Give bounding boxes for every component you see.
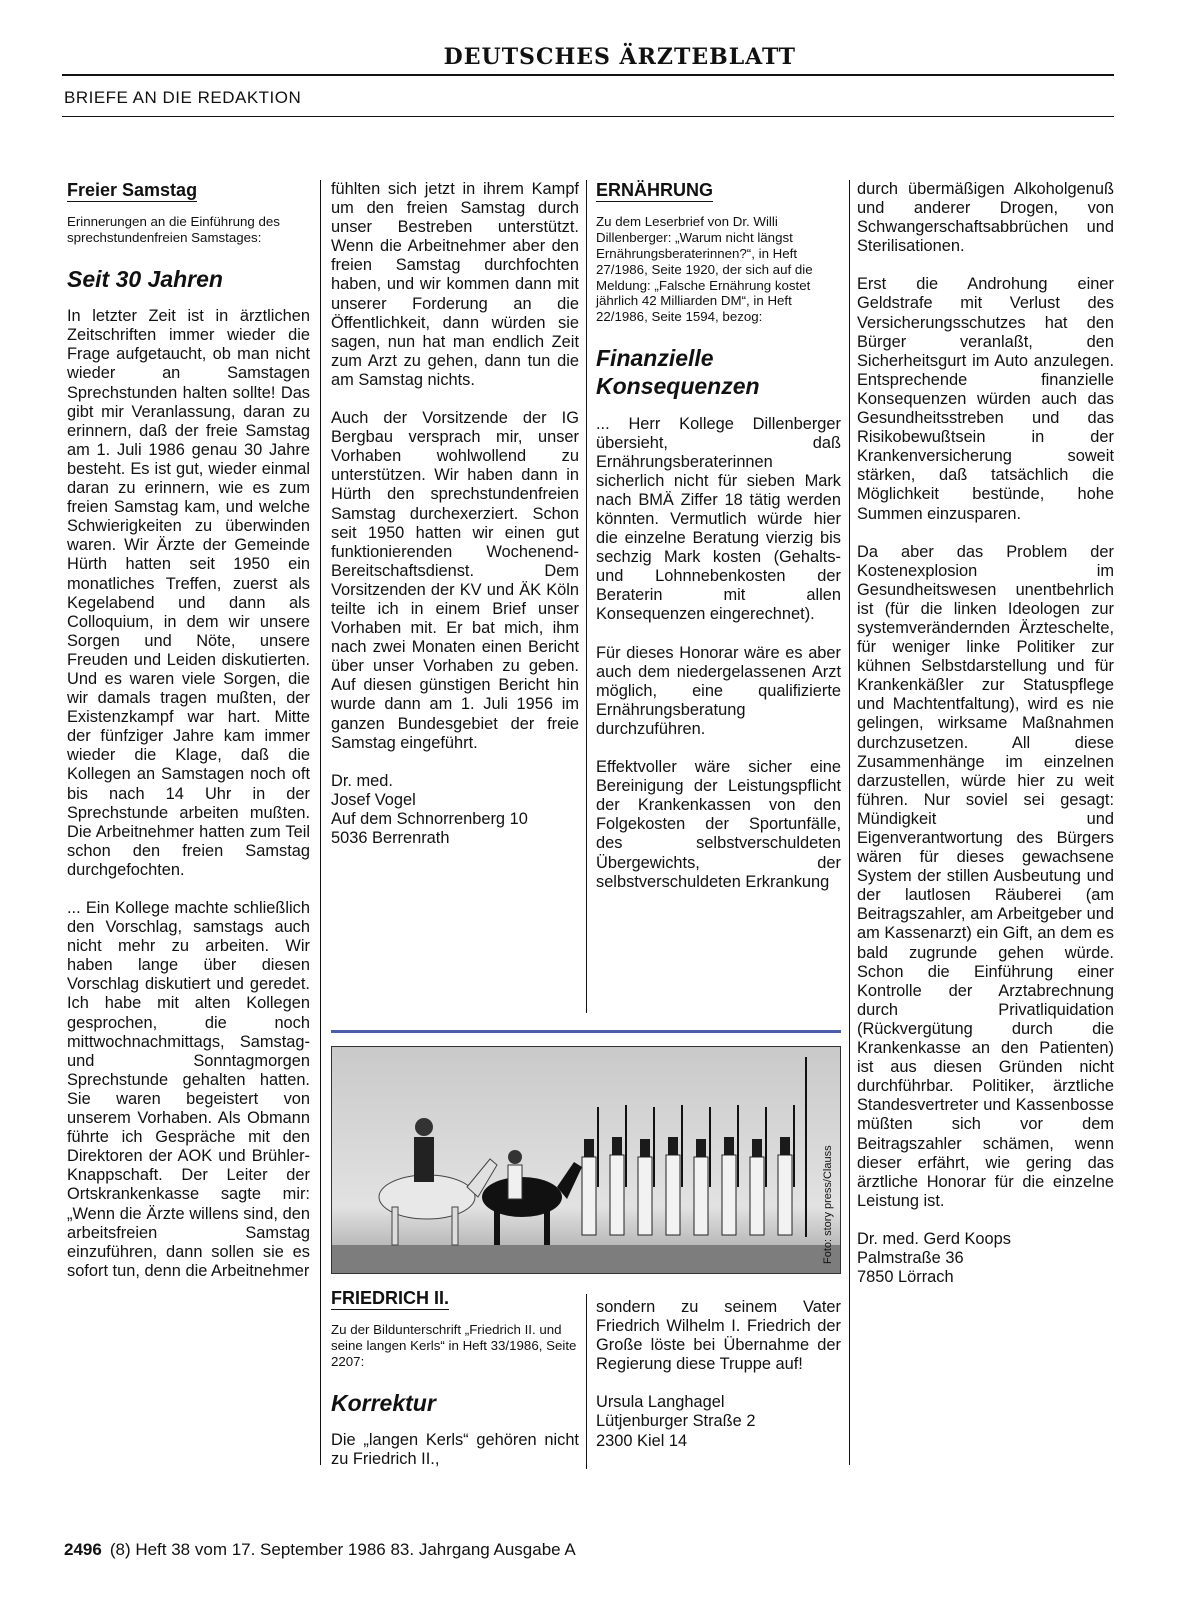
letter-paragraph: ... Ein Kollege machte schließlich den Vorschlag, samstags auch nicht mehr zu arbeiten. Wir haben lange über diesen Vorschlag diskutiert und geredet. Ich habe mit alten Kollegen gesprochen, die noch mittwochnachmittags, Samstag- und Sonntagmorgen Sprechstunde gehalten hatten. Sie waren begeistert von unserem Vorhaben. Als Obmann führte ich Gespräche mit den Direktoren der AOK und Brühler-Knappschaft. Der Leiter der Ortskrankenkasse sagte mir: „Wenn die Ärzte willens sind, den arbeitsfreien Samstag einzuführen, dann sollen sie es sofort tun, denn die Arbeitnehmer: [67, 899, 310, 1280]
signature-koops: Dr. med. Gerd Koops Palmstraße 36 7850 Lörrach: [857, 1229, 1011, 1287]
section-label: BRIEFE AN DIE REDAKTION: [64, 88, 302, 107]
blue-divider: [331, 1030, 841, 1033]
letter-paragraph: ... Herr Kollege Dillenberger übersieht, daß Ernährungsberaterinnen sicherlich nicht für sieben Mark nach BMÄ Ziffer 18 tätig werden könnten. Vermutlich würde hier die einzelne Beratung vierzig bis sechzig Mark kosten (Gehalts- und Lohnnebenkosten der Beraterin mit allen Konsequenzen eingerechnet).: [596, 414, 841, 624]
letter-paragraph: Für dieses Honorar wäre es aber auch dem niedergelassenen Arzt möglich, eine qualifizierte Ernährungsberatung durchzuführen.: [596, 643, 841, 738]
page-footer: [64, 1540, 576, 1560]
column-rule: [586, 1294, 587, 1469]
column-4: [857, 180, 1114, 1287]
signature-langhagel: Ursula Langhagel Lütjenburger Straße 2 2300 Kiel 14: [596, 1393, 756, 1450]
intro-friedrich: Zu der Bildunterschrift „Friedrich II. und seine langen Kerls“ in Heft 33/1986, Seite 2207:: [331, 1321, 577, 1369]
letter-paragraph: fühlten sich jetzt in ihrem Kampf um den freien Samstag durch unser Bestreben unterstützt. Wenn die Arbeitnehmer aber den freien Samstag durchfochten haben, und wir kommen dann mit unserer Forderung an die Öffentlichkeit, dann würden sie sagen, nun hat man endlich Zeit zum Arzt zu gehen, dann tun die am Samstag nichts.: [331, 180, 579, 389]
letter-paragraph: durch übermäßigen Alkoholgenuß und anderer Drogen, von Schwangerschaftsabbrüchen und Sterilisationen.: [857, 180, 1114, 256]
letter-paragraph: Da aber das Problem der Kostenexplosion im Gesundheitswesen unentbehrlich ist (für die linken Ideologen zur systemverändernden Ärzteschelte, für weniger linke Politiker zur kühnen Selbstdarstellung und für Krankenkäßler zur Statuspflege und Machtentfaltung), wird es nie gelingen, wirksame Maßnahmen durchzusetzen. All diese Zusammenhänge im einzelnen darzustellen, würde hier zu weit führen. Nur soviel sei gesagt: Mündigkeit und Eigenverantwortung des Bürgers wären für dieses gewachsene System der stillen Ausbeutung und der lautlosen Räuberei (am Beitragszahler, am Arbeitgeber und am Kassenarzt) ein Gift, an dem es bald zugrunde gehen würde. Schon die Einführung einer Kontrolle der Arztabrechnung durch Privatliquidation (Rückvergütung durch die Krankenkasse an den Patienten) ist aus diesen Gründen nicht durchführbar. Politiker, ärztliche Standesvertreter und Kassenbosse müßten sich vor dem Beitragszahler schämen, wenn dieser erfährt, wie gering das ärztliche Honorar für die einzelne Leistung ist.: [857, 542, 1114, 1210]
headline-korrektur: Korrektur: [331, 1389, 436, 1416]
photo-credit: [822, 1068, 836, 1264]
column-1: [67, 180, 310, 1281]
letter-paragraph: sondern zu seinem Vater Friedrich Wilhelm I. Friedrich der Große löste bei Übernahme der Regierung diese Truppe auf!: [596, 1298, 841, 1374]
column-rule: [586, 180, 587, 1013]
topic-ernaehrung: ERNÄHRUNG: [596, 180, 713, 200]
page-number: 2496: [64, 1540, 102, 1559]
photo-langen-kerls: [331, 1046, 841, 1274]
friedrich-letter-column-2: [331, 1288, 579, 1469]
friedrich-letter-column-3: [596, 1298, 841, 1451]
headline-finanzielle-konsequenzen: Finanzielle Konsequenzen: [596, 345, 760, 399]
column-rule: [849, 180, 850, 1465]
column-rule: [320, 180, 321, 1465]
letter-paragraph: Auch der Vorsitzende der IG Bergbau versprach mir, unser Vorhaben wohlwollend zu unterstützen. Wir haben dann in Hürth den sprechstundenfreien Samstag durchexerziert. Schon seit 1950 hatten wir einen gut funktionierenden Wochenend-Bereitschaftsdienst. Dem Vorsitzenden der KV und ÄK Köln teilte ich in einem Brief unser Vorhaben mit. Er bat mich, ihm nach zwei Monaten einen Bericht über unser Vorhaben zu geben. Auf diesen günstigen Bericht hin wurde dann am 1. Juli 1956 im ganzen Bundesgebiet der freie Samstag eingeführt.: [331, 409, 579, 752]
photo-image: [332, 1047, 841, 1274]
header-rule: [62, 116, 1114, 117]
letter-paragraph: Die „langen Kerls“ gehören nicht zu Friedrich II.,: [331, 1431, 579, 1469]
masthead: [62, 44, 1114, 76]
column-3: [596, 180, 841, 892]
masthead-title: DEUTSCHES ÄRZTEBLATT: [443, 44, 796, 70]
intro-ernaehrung: Zu dem Leserbrief von Dr. Willi Dillenberger: „Warum nicht längst Ernährungsberaterinnen?“, in Heft 27/1986, Seite 1920, der sich auf die Meldung: „Falsche Ernährung kostet jährlich 42 Milliarden DM“, in Heft 22/1986, Seite 1594, bezog:: [596, 213, 813, 325]
headline-seit-30-jahren: Seit 30 Jahren: [67, 265, 223, 292]
photo-credit-text: Foto: story press/Clauss: [822, 1145, 834, 1264]
letter-paragraph: In letzter Zeit ist in ärztlichen Zeitschriften immer wieder die Frage aufgetaucht, ob man nicht wieder an Samstagen Sprechstunden halten sollte! Das gibt mir Veranlassung, daran zu erinnern, daß der freie Samstag am 1. Juli 1986 genau 30 Jahre besteht. Es ist gut, wieder einmal daran zu erinnern, wie es zum freien Samstag kam, und welche Schwierigkeiten zu überwinden waren. Wir Ärzte der Gemeinde Hürth hatten seit 1950 ein monatliches Treffen, zuerst als Kegelabend und dann als Colloquium, in dem wir unsere Sorgen und Nöte, unsere Freuden und Leiden diskutierten. Und es waren viele Sorgen, die wir damals tragen mußten, der Existenzkampf war hart. Mitte der fünfziger Jahre kam immer wieder die Klage, daß die Kollegen an Samstagen noch oft bis nach 14 Uhr in der Sprechstunde arbeiten mußten. Die Arbeitnehmer hatten zum Teil schon den freien Samstag durchgefochten.: [67, 307, 310, 879]
letter-paragraph: Effektvoller wäre sicher eine Bereinigung der Leistungspflicht der Krankenkassen von den Folgekosten der Sportunfälle, des selbstverschuldeten Übergewichts, der selbstverschuldeten Erkrankung: [596, 758, 841, 891]
column-2: [331, 180, 579, 848]
letter-paragraph: Erst die Androhung einer Geldstrafe mit Verlust des Versicherungsschutzes hat den Bürger veranlaßt, den Sicherheitsgurt im Auto anzulegen. Entsprechende finanzielle Konsequenzen würden auch das Gesundheitsstreben und das Risikobewußtsein in der Krankenversicherung soweit stärken, daß tatsächlich die Möglichkeit bestünde, hohe Summen einzusparen.: [857, 275, 1114, 523]
topic-friedrich: FRIEDRICH II.: [331, 1288, 450, 1308]
topic-freier-samstag: Freier Samstag: [67, 180, 198, 200]
signature-vogel: Dr. med. Josef Vogel Auf dem Schnorrenberg 10 5036 Berrenrath: [331, 771, 528, 847]
intro-freier-samstag: Erinnerungen an die Einführung des sprechstundenfreien Samstages:: [67, 213, 280, 245]
issue-info: (8) Heft 38 vom 17. September 1986 83. Jahrgang Ausgabe A: [109, 1540, 576, 1559]
